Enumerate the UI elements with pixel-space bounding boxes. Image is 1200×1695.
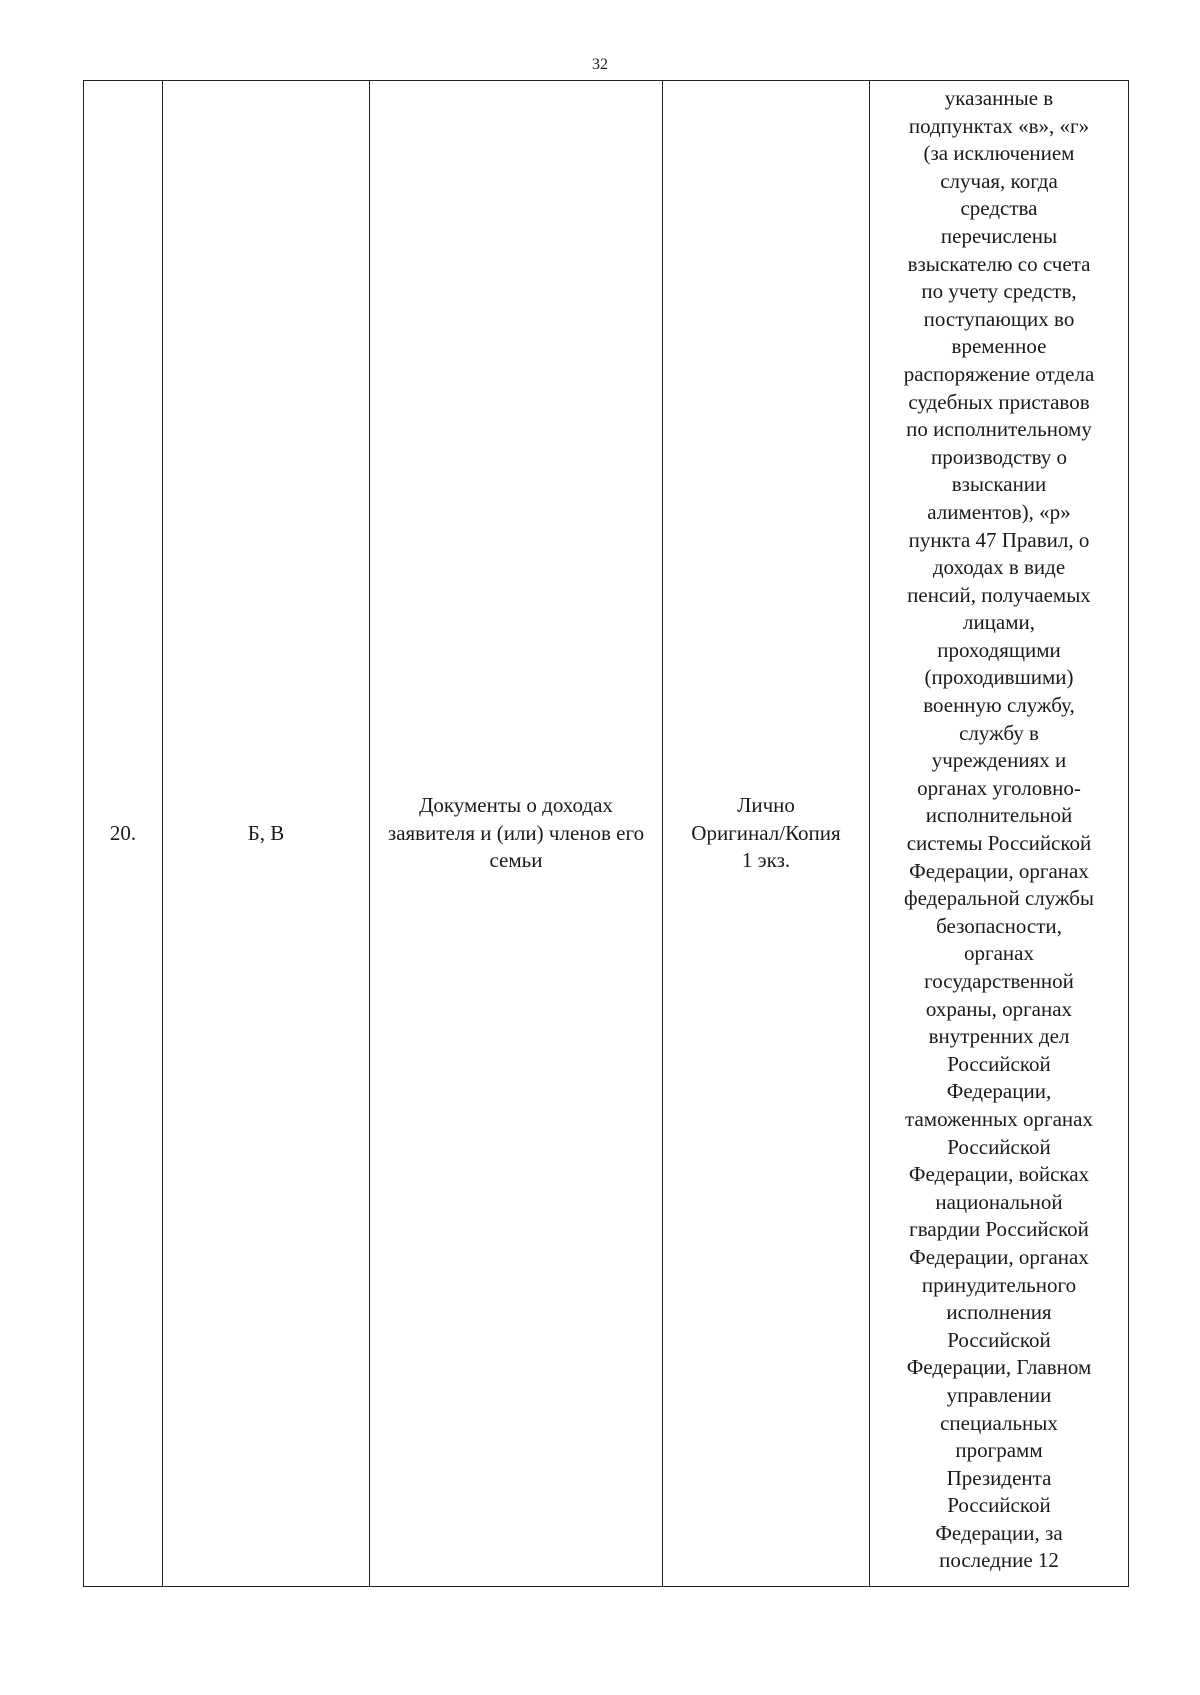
note-line: поступающих во bbox=[923, 306, 1075, 331]
note-line: Президента bbox=[946, 1465, 1052, 1490]
submission-copies: 1 экз. bbox=[741, 848, 791, 873]
note-line: пункта 47 Правил, о bbox=[908, 527, 1090, 552]
note-line: временное bbox=[951, 334, 1047, 359]
note-line: доходах в виде bbox=[932, 555, 1066, 580]
note-line: Федерации, органах bbox=[909, 858, 1089, 883]
note-line: принудительного bbox=[921, 1272, 1077, 1297]
note-line: охраны, органах bbox=[925, 996, 1073, 1021]
documents-table bbox=[83, 80, 1129, 1587]
note-line: Российской bbox=[947, 1493, 1051, 1518]
note-line: по исполнительному bbox=[906, 417, 1092, 442]
note-line: проходящими bbox=[937, 637, 1061, 662]
document-name-cell: Документы о доходах заявителя и (или) членов его семьи bbox=[370, 81, 663, 1587]
note-line: Федерации, войсках bbox=[908, 1162, 1090, 1187]
note-line: Федерации, bbox=[946, 1079, 1052, 1104]
note-line: безопасности, bbox=[936, 913, 1062, 938]
note-line: гвардии Российской bbox=[909, 1217, 1089, 1242]
note-line: распоряжение отдела bbox=[903, 361, 1095, 386]
submission-method: Лично bbox=[737, 793, 795, 818]
note-line: пенсий, получаемых bbox=[907, 582, 1091, 607]
note-line: таможенных органах bbox=[905, 1106, 1093, 1131]
note-line: системы Российской bbox=[906, 831, 1092, 856]
note-line: средства bbox=[960, 196, 1038, 221]
note-line: Федерации, органах bbox=[909, 1244, 1089, 1269]
note-line: производству о bbox=[930, 444, 1068, 469]
row-number-cell: 20. bbox=[84, 81, 163, 1587]
note-line: по учету средств, bbox=[921, 279, 1077, 304]
note-cell bbox=[870, 81, 1129, 1587]
note-line: учреждениях и bbox=[931, 748, 1067, 773]
note-line: управлении bbox=[946, 1382, 1052, 1407]
submission-form: Оригинал/Копия bbox=[691, 820, 841, 845]
note-line: исполнительной bbox=[925, 803, 1073, 828]
note-line: государственной bbox=[924, 969, 1074, 993]
note-line: взыскании bbox=[951, 472, 1047, 497]
category-cell: Б, В bbox=[163, 81, 370, 1587]
note-line: алиментов), «р» bbox=[927, 499, 1071, 524]
note-line: Федерации, Главном bbox=[906, 1355, 1092, 1380]
note-line: службу в bbox=[959, 720, 1039, 745]
note-line: органах уголовно- bbox=[917, 775, 1081, 800]
note-line: органах bbox=[964, 941, 1034, 966]
note-line: взыскателю со счета bbox=[907, 251, 1091, 276]
note-line: Российской bbox=[947, 1134, 1051, 1159]
note-line: специальных bbox=[940, 1410, 1058, 1435]
note-line: указанные в bbox=[944, 86, 1054, 110]
page-number: 32 bbox=[592, 56, 608, 73]
note-line: перечислены bbox=[940, 223, 1058, 248]
note-line: национальной bbox=[935, 1189, 1063, 1214]
note-line: последние 12 bbox=[939, 1548, 1059, 1573]
note-line: федеральной службы bbox=[904, 886, 1094, 911]
note-line: (за исключением bbox=[923, 141, 1075, 166]
note-line: (проходившими) bbox=[924, 665, 1074, 690]
note-line: Российской bbox=[947, 1051, 1051, 1076]
note-line: военную службу, bbox=[923, 693, 1075, 718]
note-line: исполнения bbox=[946, 1300, 1052, 1325]
note-line: внутренних дел bbox=[928, 1024, 1070, 1049]
note-line: лицами, bbox=[962, 610, 1036, 635]
table-row bbox=[84, 81, 1129, 1587]
note-line: программ bbox=[955, 1438, 1043, 1463]
note-line: Федерации, за bbox=[935, 1520, 1063, 1545]
note-line: случая, когда bbox=[940, 168, 1058, 193]
note-line: подпунктах «в», «г» bbox=[908, 113, 1090, 138]
submission-cell bbox=[663, 81, 870, 1587]
note-line: Российской bbox=[947, 1327, 1051, 1352]
note-line: судебных приставов bbox=[908, 389, 1090, 414]
